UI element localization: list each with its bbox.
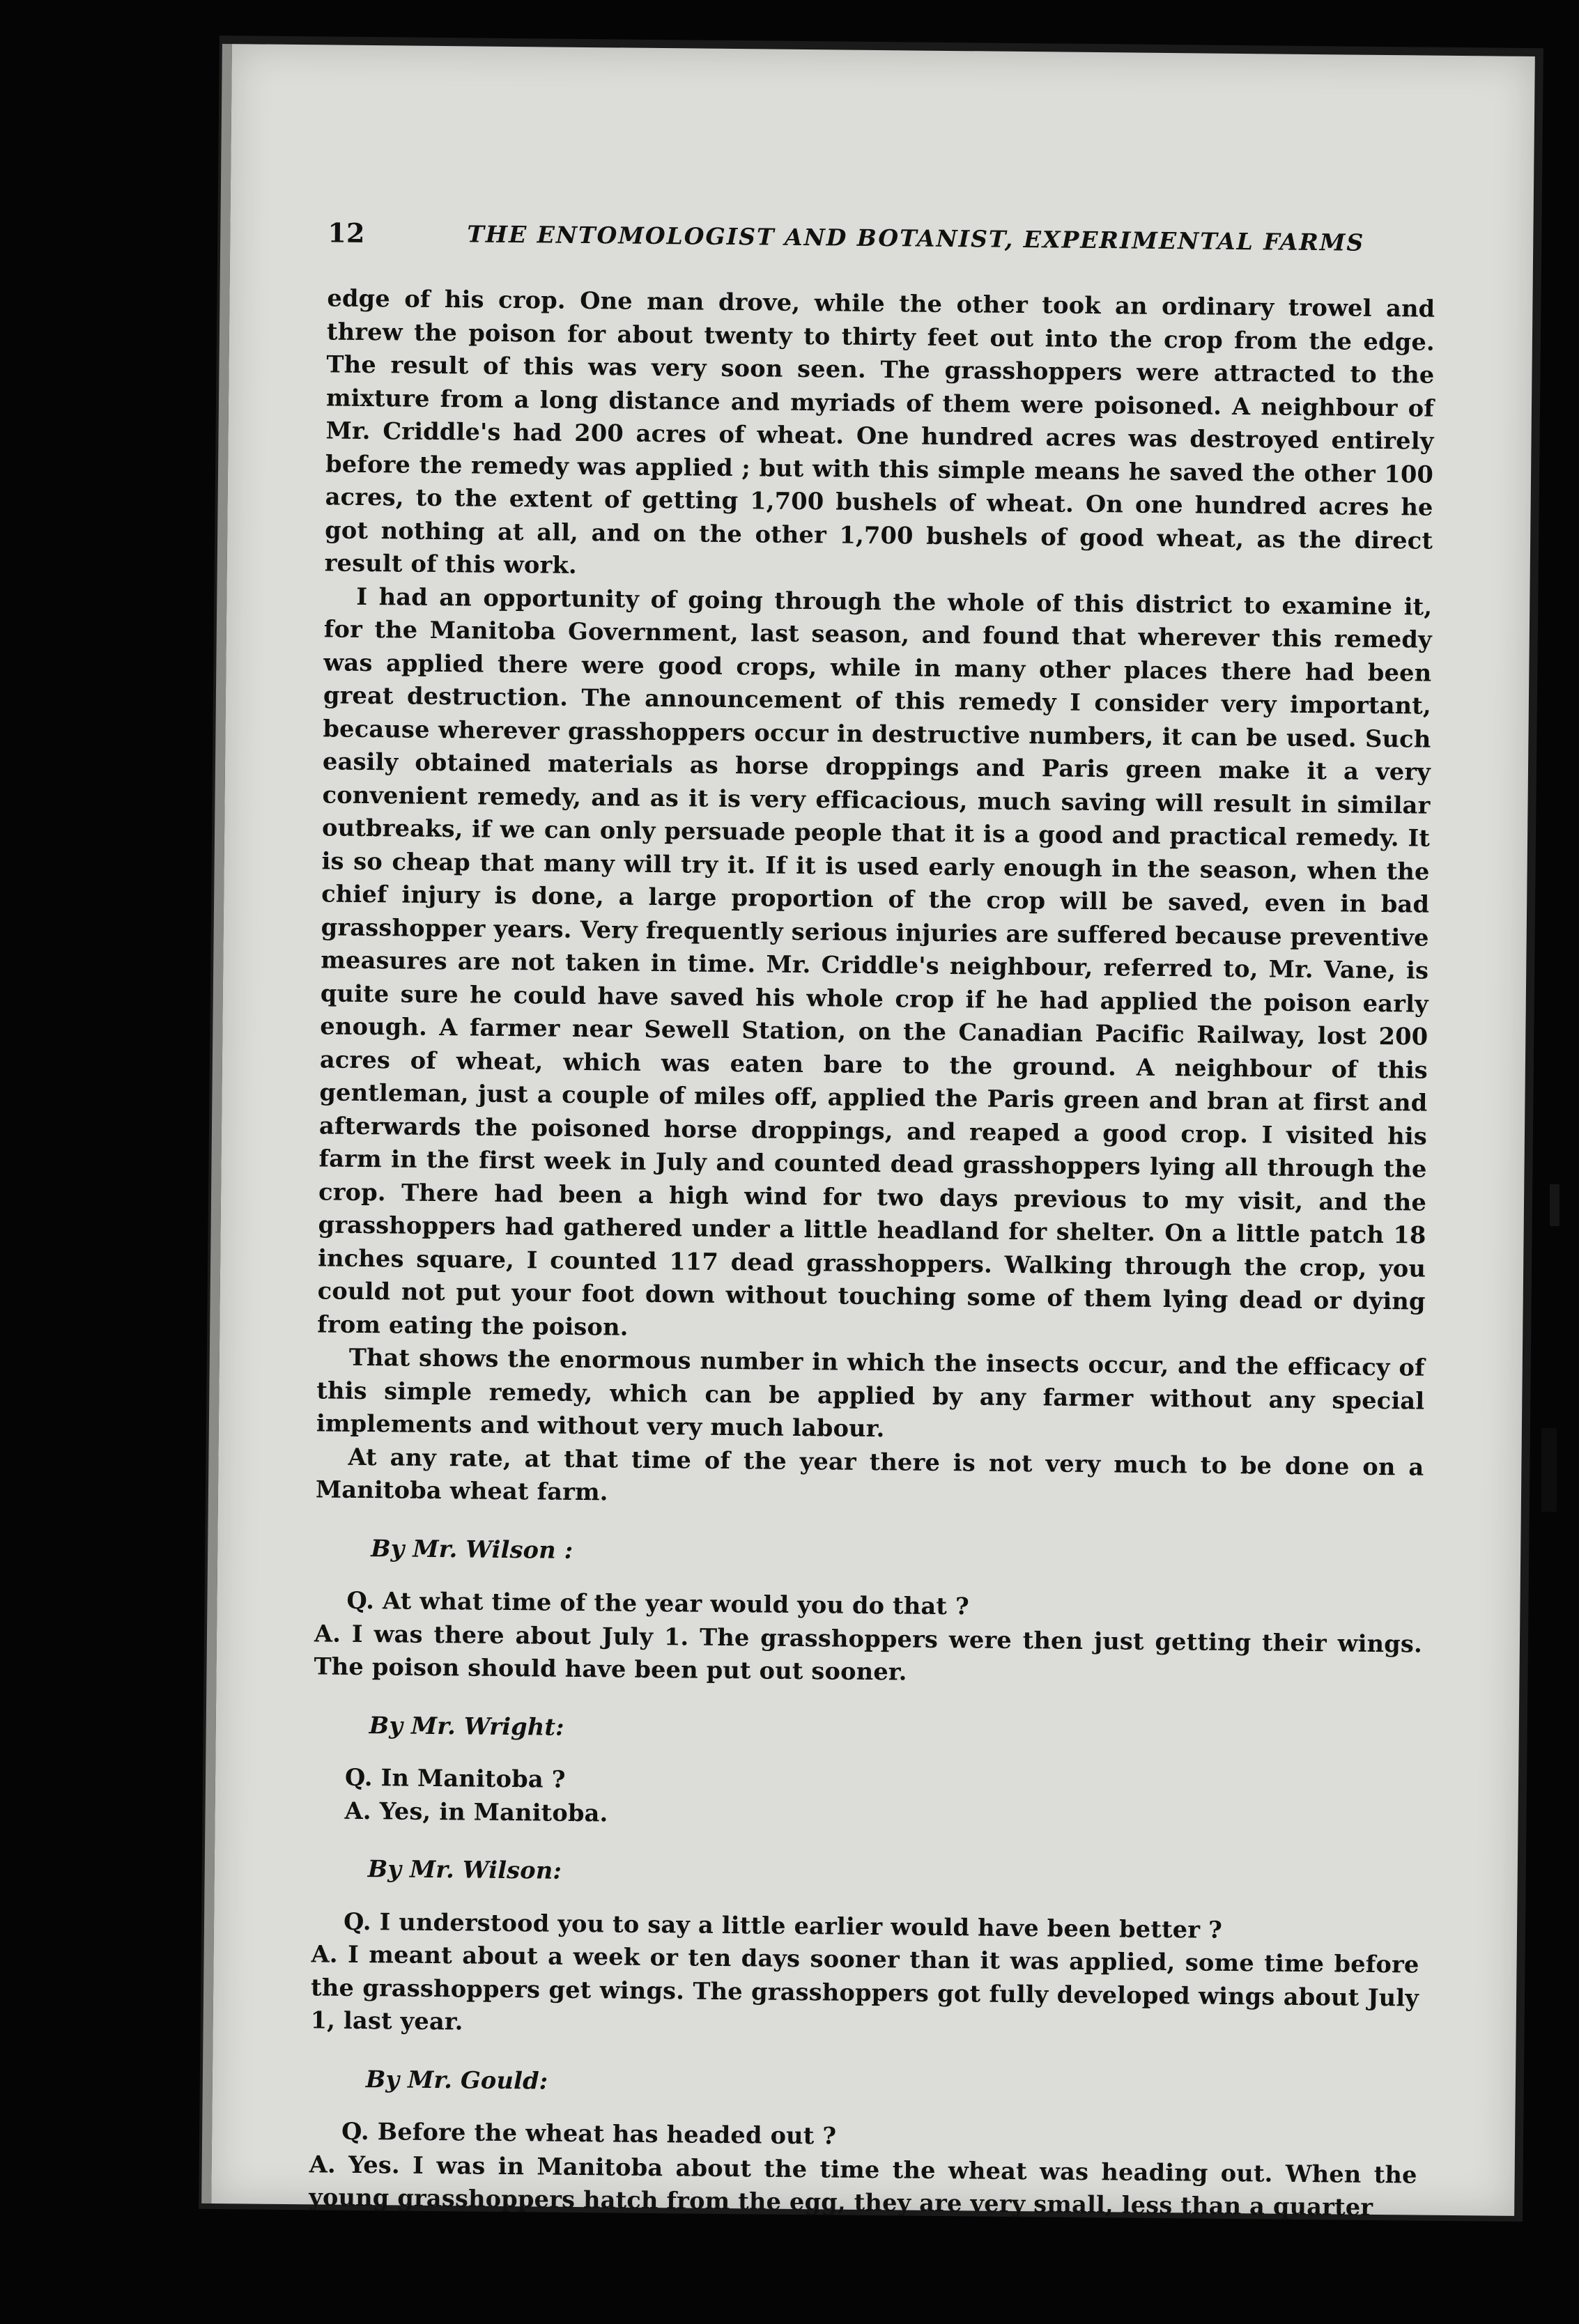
running-title: THE ENTOMOLOGIST AND BOTANIST, EXPERIMENTAL FARMS: [467, 220, 1365, 256]
binding-clip: [1541, 1428, 1557, 1512]
question-line: Q. Before the wheat has headed out ?: [341, 2116, 837, 2150]
answer-line: A. I meant about a week or ten days sooner than it was applied, some time before the grasshoppers get wings. The grasshoppers got fully developed wings about July 1, last year.: [310, 1939, 1419, 2036]
paragraph: At any rate, at that time of the year there is not very much to be done on a Manitoba wheat farm.: [315, 1442, 1424, 1506]
speaker-heading: By Mr. Wright:: [369, 1710, 564, 1741]
paragraph-continuation: edge of his crop. One man drove, while the other took an ordinary trowel and threw the poison for about twenty to thirty feet out into the crop from the edge. The result of this was very soon seen. The grasshoppers were attracted to the mixture from a long distance and myriads of them were poisoned. A neighbour of Mr. Criddle's had 200 acres of wheat. One hundred acres was destroyed entirely before the remedy was applied ; but with this simple means he saved the other 100 acres, to the extent of getting 1,700 bushels of wheat. On one hundred acres he got nothing at all, and on the other 1,700 bushels of good wheat, as the direct result of this work.: [324, 284, 1435, 579]
speaker-heading: By Mr. Gould:: [365, 2064, 548, 2095]
speaker-heading: By Mr. Wilson :: [371, 1533, 573, 1564]
answer-line: A. Yes, in Manitoba.: [344, 1796, 608, 1827]
question-line: Q. In Manitoba ?: [344, 1763, 566, 1793]
paragraph: I had an opportunity of going through the whole of this district to examine it, for the Manitoba Government, last season, and found that wherever this remedy was applied there were good crops, while in many other places there had been great destruction. The announcement of this remedy I consider very important, because wherever grasshoppers occur in destructive numbers, it can be used. Such easily obtained materials as horse droppings and Paris green make it a very convenient remedy, and as it is very efficacious, much saving will result in similar outbreaks, if we can only persuade people that it is a good and practical remedy. It is so cheap that many will try it. If it is used early enough in the season, when the chief injury is done, a large proportion of the crop will be saved, even in bad grasshopper years. Very frequently serious injuries are suffered because preventive measures are not taken in time. Mr. Criddle's neighbour, referred to, Mr. Vane, is quite sure he could have saved his whole crop if he had applied the poison early enough. A farmer near Sewell Station, on the Canadian Pacific Railway, lost 200 acres of wheat, which was eaten bare to the ground. A neighbour of this gentleman, just a couple of miles off, applied the Paris green and bran at first and afterwards the poisoned horse droppings, and reaped a good crop. I visited his farm in the first week in July and counted dead grasshoppers lying all through the crop. There had been a high wind for two days previous to my visit, and the grasshoppers had gathered under a little headland for shelter. On a little patch 18 inches square, I counted 117 dead grasshoppers. Walking through the crop, you could not put your foot down without touching some of them lying dead or dying from eating the poison.: [317, 582, 1433, 1341]
question-line: Q. I understood you to say a little earlier would have been better ?: [343, 1907, 1223, 1944]
question-line: Q. At what time of the year would you do that ?: [346, 1586, 970, 1620]
page-content: [309, 219, 1435, 2224]
speaker-heading: By Mr. Wilson:: [367, 1854, 562, 1884]
document-page: [211, 44, 1535, 2221]
running-head: [328, 219, 1436, 271]
answer-line: A. I was there about July 1. The grasshoppers were then just getting their wings. The poison should have been put out sooner.: [314, 1618, 1423, 1686]
answer-line: A. Yes. I was in Manitoba about the time the wheat was heading out. When the young grasshoppers hatch from the egg, they are very small, less than a quarter: [309, 2149, 1417, 2221]
binding-mark: [1550, 1184, 1559, 1226]
page-number: 12: [328, 217, 365, 249]
paragraph: That shows the enormous number in which the insects occur, and the efficacy of this simple remedy, which can be applied by any farmer without any special implements and without very much labour.: [316, 1342, 1425, 1443]
